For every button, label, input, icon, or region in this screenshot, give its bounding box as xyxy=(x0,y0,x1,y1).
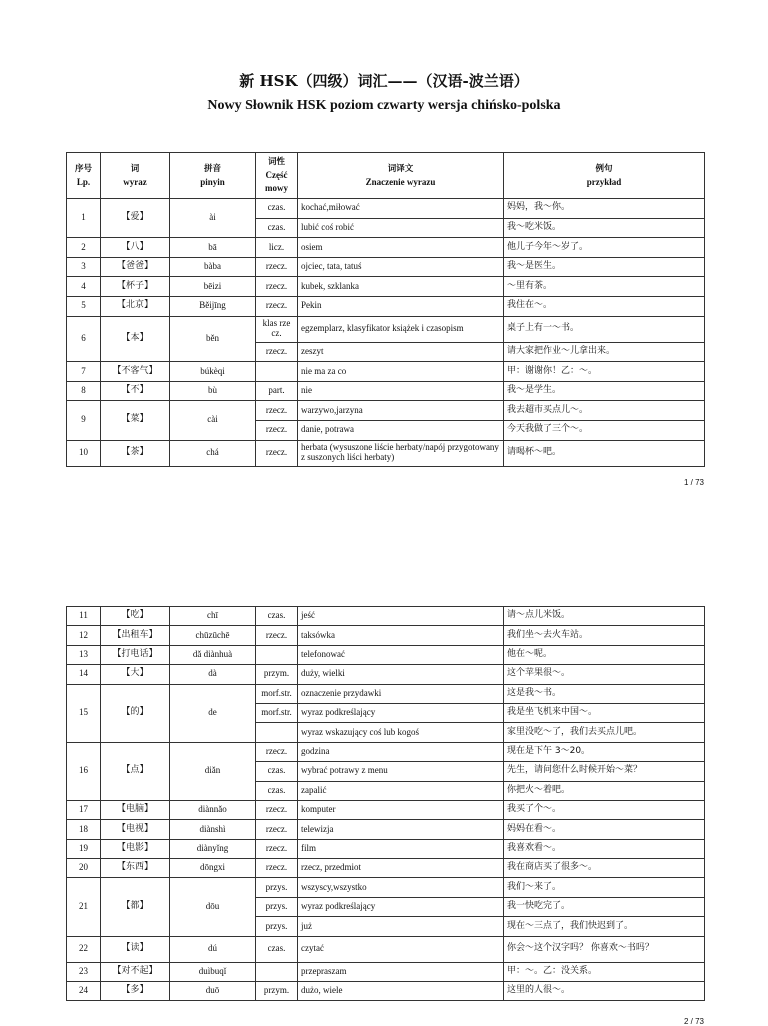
entry-word: 【电脑】 xyxy=(101,800,170,819)
header-translation: 词译文 Znaczenie wyrazu xyxy=(298,153,504,199)
entry-word: 【不客气】 xyxy=(101,362,170,382)
entry-example: 我住在～。 xyxy=(504,296,705,316)
entry-example: 我们坐～去火车站。 xyxy=(504,626,705,645)
entry-example: 我～是医生。 xyxy=(504,257,705,277)
entry-translation: zeszyt xyxy=(298,342,504,362)
entry-translation: duży, wielki xyxy=(298,665,504,684)
entry-example: 请喝杯～吧。 xyxy=(504,440,705,466)
entry-number: 17 xyxy=(67,800,101,819)
table-row xyxy=(67,742,705,761)
entry-pinyin: duìbuqǐ xyxy=(170,962,256,981)
entry-word: 【大】 xyxy=(101,665,170,684)
entry-translation: wybrać potrawy z menu xyxy=(298,762,504,781)
table-row xyxy=(67,296,705,316)
table-row xyxy=(67,199,705,219)
entry-pinyin: dōu xyxy=(170,878,256,936)
entry-translation: już xyxy=(298,917,504,936)
entry-example: 我在商店买了很多～。 xyxy=(504,859,705,878)
entry-pinyin: duō xyxy=(170,982,256,1001)
entry-word: 【东西】 xyxy=(101,859,170,878)
table-row xyxy=(67,800,705,819)
entry-pinyin: chūzūchē xyxy=(170,626,256,645)
entry-translation: jeść xyxy=(298,607,504,626)
entry-number: 14 xyxy=(67,665,101,684)
entry-example: 我～是学生。 xyxy=(504,381,705,401)
entry-part-of-speech xyxy=(256,962,298,981)
entry-number: 20 xyxy=(67,859,101,878)
entry-pinyin: diànnǎo xyxy=(170,800,256,819)
table-row xyxy=(67,607,705,626)
entry-example: 今天我做了三个～。 xyxy=(504,420,705,440)
entry-pinyin: bēizi xyxy=(170,277,256,297)
entry-part-of-speech: czas. xyxy=(256,199,298,219)
entry-pinyin: diànyǐng xyxy=(170,839,256,858)
entry-example: 桌子上有一～书。 xyxy=(504,316,705,342)
entry-pinyin: chá xyxy=(170,440,256,466)
entry-part-of-speech: rzecz. xyxy=(256,420,298,440)
entry-example: 你把火～着吧。 xyxy=(504,781,705,800)
entry-translation: wyraz podkreślający xyxy=(298,897,504,916)
entry-part-of-speech: czas. xyxy=(256,762,298,781)
document-title-cn: 新 HSK（四级）词汇——（汉语-波兰语） xyxy=(239,72,529,90)
header-number: 序号 Lp. xyxy=(67,153,101,199)
entry-word: 【打电话】 xyxy=(101,645,170,664)
entry-part-of-speech: rzecz. xyxy=(256,839,298,858)
entry-translation: nie ma za co xyxy=(298,362,504,382)
entry-example: ～里有茶。 xyxy=(504,277,705,297)
entry-part-of-speech: rzecz. xyxy=(256,440,298,466)
entry-translation: telewizja xyxy=(298,820,504,839)
entry-translation: zapalić xyxy=(298,781,504,800)
entry-translation: warzywo,jarzyna xyxy=(298,401,504,421)
entry-word: 【不】 xyxy=(101,381,170,401)
entry-example: 他儿子今年～岁了。 xyxy=(504,238,705,258)
entry-word: 【茶】 xyxy=(101,440,170,466)
entry-part-of-speech: rzecz. xyxy=(256,820,298,839)
table-row xyxy=(67,839,705,858)
entry-example: 我去超市买点儿～。 xyxy=(504,401,705,421)
entry-part-of-speech: rzecz. xyxy=(256,277,298,297)
table-row xyxy=(67,238,705,258)
entry-example: 妈妈，我～你。 xyxy=(504,199,705,219)
entry-example: 家里没吃～了，我们去买点儿吧。 xyxy=(504,723,705,742)
entry-part-of-speech: rzecz. xyxy=(256,859,298,878)
entry-part-of-speech: przys. xyxy=(256,917,298,936)
entry-number: 5 xyxy=(67,296,101,316)
entry-number: 2 xyxy=(67,238,101,258)
entry-translation: osiem xyxy=(298,238,504,258)
entry-number: 15 xyxy=(67,684,101,742)
entry-translation: wyraz wskazujący coś lub kogoś xyxy=(298,723,504,742)
entry-example: 我们～来了。 xyxy=(504,878,705,897)
entry-translation: kochać,miłować xyxy=(298,199,504,219)
entry-translation: film xyxy=(298,839,504,858)
entry-word: 【点】 xyxy=(101,742,170,800)
entry-part-of-speech: rzecz. xyxy=(256,401,298,421)
entry-translation: komputer xyxy=(298,800,504,819)
entry-example: 妈妈在看～。 xyxy=(504,820,705,839)
entry-part-of-speech: czas. xyxy=(256,607,298,626)
entry-example: 我喜欢看～。 xyxy=(504,839,705,858)
entry-example: 请大家把作业～儿拿出来。 xyxy=(504,342,705,362)
entry-translation: przepraszam xyxy=(298,962,504,981)
table-header-row xyxy=(67,153,705,199)
header-part-of-speech: 词性 Część mowy xyxy=(256,153,298,199)
entry-number: 7 xyxy=(67,362,101,382)
entry-word: 【爸爸】 xyxy=(101,257,170,277)
entry-word: 【读】 xyxy=(101,936,170,962)
table-row xyxy=(67,820,705,839)
entry-pinyin: dà xyxy=(170,665,256,684)
entry-translation: wyraz podkreślający xyxy=(298,703,504,722)
entry-part-of-speech: przym. xyxy=(256,982,298,1001)
entry-part-of-speech: part. xyxy=(256,381,298,401)
entry-part-of-speech: przys. xyxy=(256,878,298,897)
entry-pinyin: cài xyxy=(170,401,256,440)
entry-part-of-speech xyxy=(256,723,298,742)
entry-word: 【出租车】 xyxy=(101,626,170,645)
entry-part-of-speech: rzecz. xyxy=(256,296,298,316)
entry-pinyin: dōngxi xyxy=(170,859,256,878)
entry-part-of-speech: czas. xyxy=(256,781,298,800)
page-number: 2 / 73 xyxy=(683,1017,704,1026)
entry-pinyin: bù xyxy=(170,381,256,401)
entry-translation: wszyscy,wszystko xyxy=(298,878,504,897)
table-row xyxy=(67,440,705,466)
entry-pinyin: dú xyxy=(170,936,256,962)
table-row xyxy=(67,962,705,981)
entry-number: 13 xyxy=(67,645,101,664)
entry-translation: kubek, szklanka xyxy=(298,277,504,297)
entry-pinyin: dǎ diànhuà xyxy=(170,645,256,664)
entry-part-of-speech: licz. xyxy=(256,238,298,258)
entry-part-of-speech: rzecz. xyxy=(256,257,298,277)
table-row xyxy=(67,665,705,684)
entry-translation: ojciec, tata, tatuś xyxy=(298,257,504,277)
entry-translation: telefonować xyxy=(298,645,504,664)
table-row xyxy=(67,381,705,401)
entry-translation: oznaczenie przydawki xyxy=(298,684,504,703)
table-row xyxy=(67,982,705,1001)
table-row xyxy=(67,684,705,703)
document-title-pl: Nowy Słownik HSK poziom czwarty wersja chińsko-polska xyxy=(207,98,561,113)
entry-example: 你会～这个汉字吗？ 你喜欢～书吗？ xyxy=(504,936,705,962)
entry-translation: nie xyxy=(298,381,504,401)
table-row xyxy=(67,257,705,277)
entry-translation: danie, potrawa xyxy=(298,420,504,440)
entry-pinyin: de xyxy=(170,684,256,742)
entry-number: 3 xyxy=(67,257,101,277)
entry-pinyin: bā xyxy=(170,238,256,258)
entry-example: 这是我～书。 xyxy=(504,684,705,703)
entry-number: 19 xyxy=(67,839,101,858)
entry-example: 甲：～。乙：没关系。 xyxy=(504,962,705,981)
entry-part-of-speech: czas. xyxy=(256,218,298,238)
entry-translation: lubić coś robić xyxy=(298,218,504,238)
entry-number: 22 xyxy=(67,936,101,962)
entry-example: 我买了个～。 xyxy=(504,800,705,819)
entry-translation: Pekin xyxy=(298,296,504,316)
entry-part-of-speech: rzecz. xyxy=(256,742,298,761)
entry-example: 这里的人很～。 xyxy=(504,982,705,1001)
entry-pinyin: ài xyxy=(170,199,256,238)
entry-part-of-speech: przys. xyxy=(256,897,298,916)
entry-number: 6 xyxy=(67,316,101,362)
table-row xyxy=(67,878,705,897)
entry-number: 24 xyxy=(67,982,101,1001)
entry-number: 4 xyxy=(67,277,101,297)
table-row xyxy=(67,645,705,664)
entry-number: 23 xyxy=(67,962,101,981)
entry-word: 【爱】 xyxy=(101,199,170,238)
entry-translation: rzecz, przedmiot xyxy=(298,859,504,878)
entry-number: 1 xyxy=(67,199,101,238)
entry-word: 【电视】 xyxy=(101,820,170,839)
entry-translation: egzemplarz, klasyfikator książek i czasopism xyxy=(298,316,504,342)
entry-example: 我是坐飞机来中国～。 xyxy=(504,703,705,722)
entry-part-of-speech: klas rze cz. xyxy=(256,316,298,342)
entry-translation: godzina xyxy=(298,742,504,761)
entry-number: 8 xyxy=(67,381,101,401)
entry-pinyin: búkèqi xyxy=(170,362,256,382)
entry-example: 甲：谢谢你！乙：～。 xyxy=(504,362,705,382)
entry-translation: dużo, wiele xyxy=(298,982,504,1001)
entry-pinyin: Běijīng xyxy=(170,296,256,316)
entry-example: 请～点儿米饭。 xyxy=(504,607,705,626)
table-row xyxy=(67,401,705,421)
table-row xyxy=(67,316,705,342)
entry-word: 【多】 xyxy=(101,982,170,1001)
vocab-table-page2 xyxy=(66,606,705,1001)
entry-number: 18 xyxy=(67,820,101,839)
entry-part-of-speech: morf.str. xyxy=(256,684,298,703)
entry-number: 21 xyxy=(67,878,101,936)
entry-word: 【杯子】 xyxy=(101,277,170,297)
entry-word: 【八】 xyxy=(101,238,170,258)
entry-example: 他在～呢。 xyxy=(504,645,705,664)
entry-example: 我一快吃完了。 xyxy=(504,897,705,916)
entry-example: 先生，请问您什么时候开始～菜？ xyxy=(504,762,705,781)
entry-translation: herbata (wysuszone liście herbaty/napój przygotowany z suszonych liści herbaty) xyxy=(298,440,504,466)
entry-number: 10 xyxy=(67,440,101,466)
entry-pinyin: běn xyxy=(170,316,256,362)
entry-word: 【电影】 xyxy=(101,839,170,858)
entry-part-of-speech: przym. xyxy=(256,665,298,684)
page-number: 1 / 73 xyxy=(683,478,704,487)
table-row xyxy=(67,362,705,382)
entry-word: 【本】 xyxy=(101,316,170,362)
entry-pinyin: diǎn xyxy=(170,742,256,800)
entry-part-of-speech: czas. xyxy=(256,936,298,962)
entry-part-of-speech: rzecz. xyxy=(256,626,298,645)
entry-pinyin: chī xyxy=(170,607,256,626)
entry-word: 【的】 xyxy=(101,684,170,742)
header-example: 例句 przykład xyxy=(504,153,705,199)
entry-word: 【北京】 xyxy=(101,296,170,316)
entry-word: 【吃】 xyxy=(101,607,170,626)
entry-part-of-speech xyxy=(256,645,298,664)
entry-translation: taksówka xyxy=(298,626,504,645)
vocab-table-page1 xyxy=(66,152,705,467)
entry-part-of-speech: morf.str. xyxy=(256,703,298,722)
header-pinyin: 拼音 pinyin xyxy=(170,153,256,199)
table-row xyxy=(67,859,705,878)
entry-pinyin: diànshì xyxy=(170,820,256,839)
entry-number: 16 xyxy=(67,742,101,800)
entry-example: 这个苹果很～。 xyxy=(504,665,705,684)
entry-translation: czytać xyxy=(298,936,504,962)
entry-number: 9 xyxy=(67,401,101,440)
entry-part-of-speech: rzecz. xyxy=(256,800,298,819)
table-row xyxy=(67,277,705,297)
entry-word: 【都】 xyxy=(101,878,170,936)
entry-example: 现在～三点了，我们快迟到了。 xyxy=(504,917,705,936)
entry-pinyin: bàba xyxy=(170,257,256,277)
entry-word: 【对不起】 xyxy=(101,962,170,981)
entry-example: 我～吃米饭。 xyxy=(504,218,705,238)
table-row xyxy=(67,936,705,962)
table-row xyxy=(67,626,705,645)
entry-part-of-speech: rzecz. xyxy=(256,342,298,362)
entry-number: 11 xyxy=(67,607,101,626)
entry-number: 12 xyxy=(67,626,101,645)
entry-word: 【菜】 xyxy=(101,401,170,440)
entry-example: 现在是下午 3～20。 xyxy=(504,742,705,761)
header-word: 词 wyraz xyxy=(101,153,170,199)
entry-part-of-speech xyxy=(256,362,298,382)
